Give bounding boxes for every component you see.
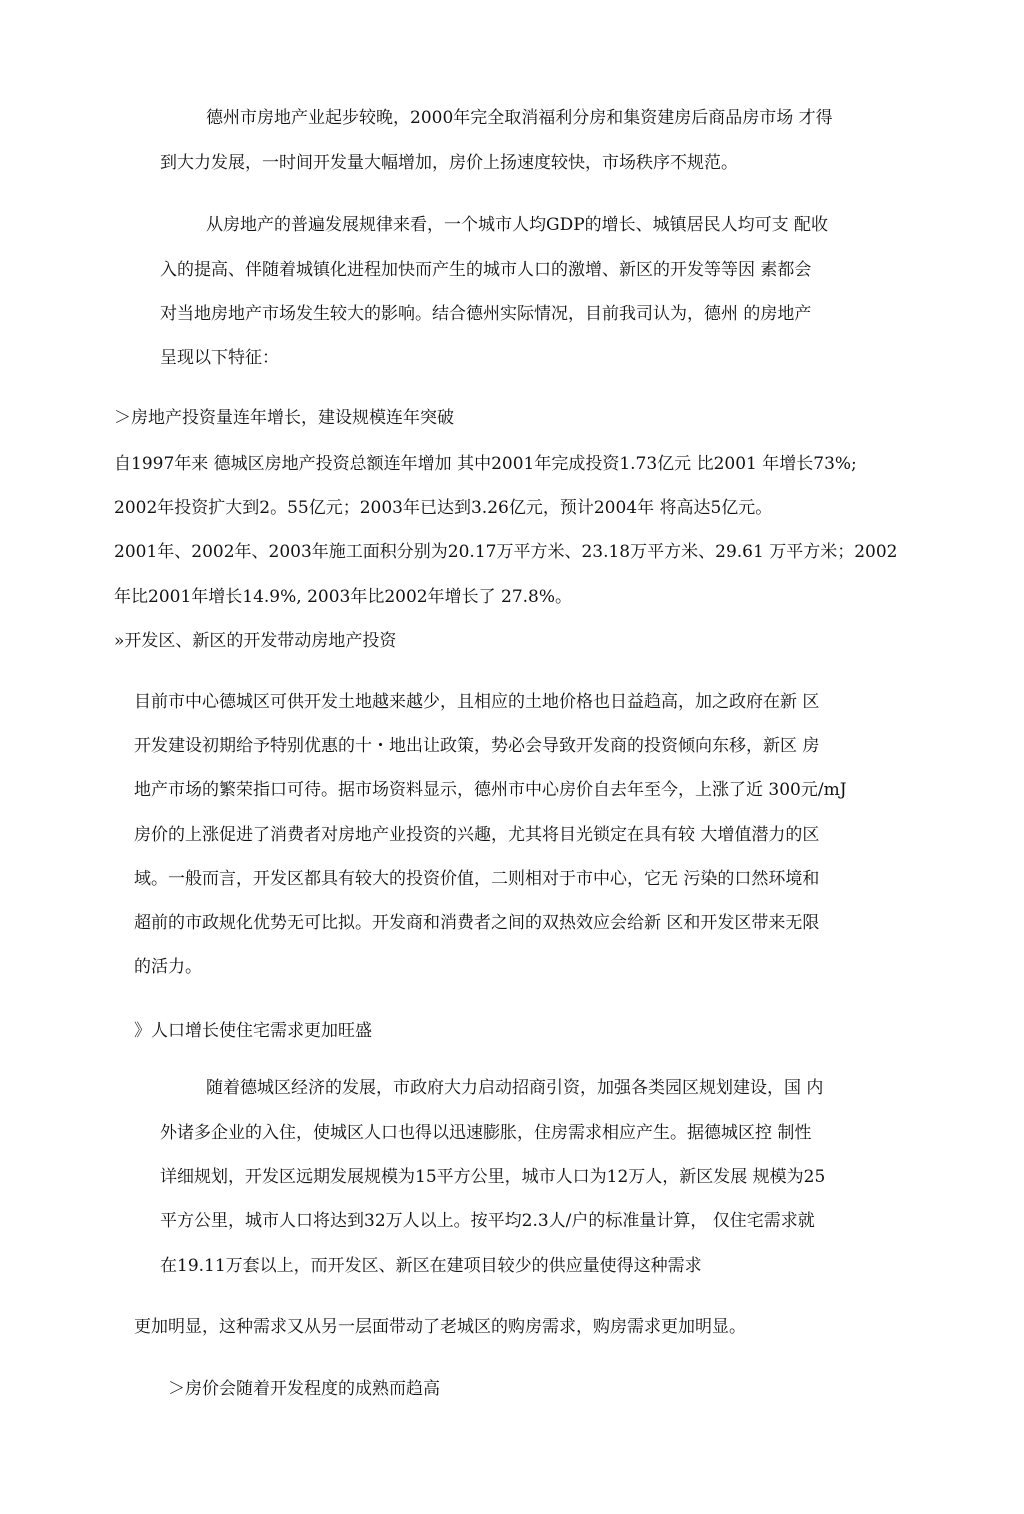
text-line: 在19.11万套以上，而开发区、新区在建项目较少的供应量使得这种需求 — [160, 1256, 702, 1276]
text-line: 自1997年来 德城区房地产投资总额连年增加 其中2001年完成投资1.73亿元 比2001 年增长73%; — [114, 454, 857, 474]
text-line: 到大力发展，一时间开发量大幅增加，房价上扬速度较快，市场秩序不规范。 — [160, 153, 738, 173]
text-line: 房价的上涨促进了消费者对房地产业投资的兴趣，尤其将目光锁定在具有较 大增值潜力的区 — [134, 825, 820, 845]
text-line: 更加明显，这种需求又从另一层面带动了老城区的购房需求，购房需求更加明显。 — [134, 1317, 746, 1337]
section-heading: 》人口增长使住宅需求更加旺盛 — [134, 1021, 372, 1041]
text-line: 2001年、2002年、2003年施工面积分别为20.17万平方米、23.18万平方米、29.61 万平方米；2002 — [114, 542, 898, 562]
text-line: 外诸多企业的入住，使城区人口也得以迅速膨胀，住房需求相应产生。据德城区控 制性 — [160, 1123, 812, 1143]
text-line: 呈现以下特征： — [160, 348, 279, 368]
text-line: 开发建设初期给予特别优惠的十・地出让政策，势必会导致开发商的投资倾向东移，新区 房 — [134, 736, 820, 756]
text-line: 超前的市政规化优势无可比拟。开发商和消费者之间的双热效应会给新 区和开发区带来无限 — [134, 913, 820, 933]
text-line: 德州市房地产业起步较晚，2000年完全取消福利分房和集资建房后商品房市场 才得 — [206, 108, 833, 128]
text-line: 随着德城区经济的发展，市政府大力启动招商引资，加强各类园区规划建设，国 内 — [206, 1078, 824, 1098]
text-line: 详细规划，开发区远期发展规模为15平方公里，城市人口为12万人，新区发展 规模为25 — [160, 1167, 826, 1187]
text-line: 入的提高、伴随着城镇化进程加快而产生的城市人口的激增、新区的开发等等因 素都会 — [160, 260, 812, 280]
section-heading: ＞房地产投资量连年增长，建设规模连年突破 — [114, 408, 454, 428]
text-line: 从房地产的普遍发展规律来看，一个城市人均GDP的增长、城镇居民人均可支 配收 — [206, 215, 829, 235]
text-line: 平方公里，城市人口将达到32万人以上。按平均2.3人/户的标准量计算， 仅住宅需求就 — [160, 1211, 815, 1231]
text-line: 2002年投资扩大到2。55亿元；2003年已达到3.26亿元，预计2004年 将高达5亿元。 — [114, 498, 773, 518]
text-line: 年比2001年增长14.9%, 2003年比2002年增长了 27.8%。 — [114, 587, 573, 607]
text-line: 对当地房地产市场发生较大的影响。结合德州实际情况，目前我司认为，德州 的房地产 — [160, 304, 812, 324]
text-line: 域。一般而言，开发区都具有较大的投资价值，二则相对于市中心，它无 污染的口然环境和 — [134, 869, 820, 889]
section-heading: ＞房价会随着开发程度的成熟而趋高 — [168, 1379, 440, 1399]
text-line: 目前市中心德城区可供开发土地越来越少，且相应的土地价格也日益趋高，加之政府在新 区 — [134, 692, 820, 712]
text-line: 地产市场的繁荣指口可待。据市场资料显示，德州市中心房价自去年至今，上涨了近 300元/mJ — [134, 780, 847, 800]
text-line: 的活力。 — [134, 957, 202, 977]
section-heading: »开发区、新区的开发带动房地产投资 — [114, 631, 397, 651]
